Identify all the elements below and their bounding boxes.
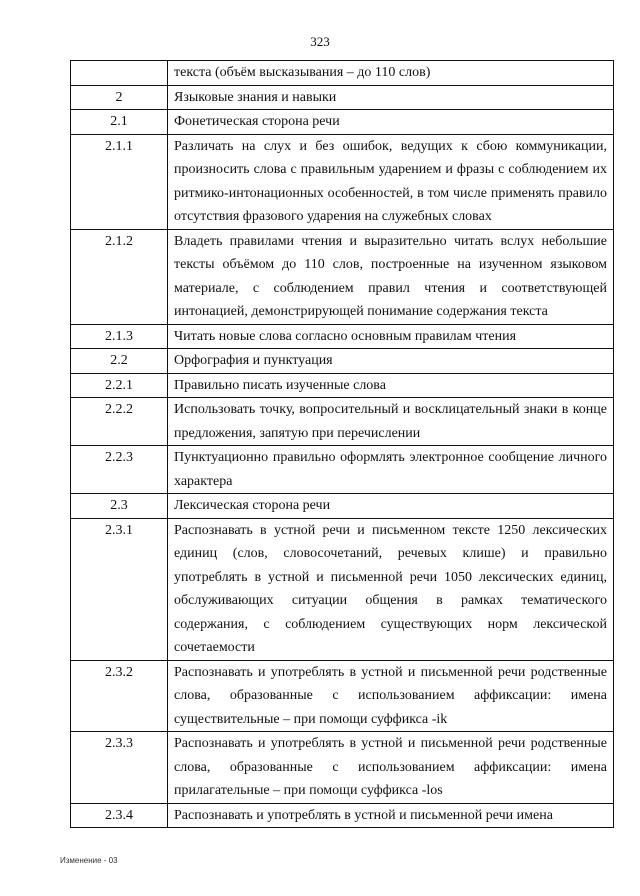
section-number: 2.3.1 xyxy=(71,518,168,660)
requirement-text: Пунктуационно правильно оформлять электронное сообщение личного характера xyxy=(168,446,614,494)
section-number: 2.1.1 xyxy=(71,134,168,229)
table-row xyxy=(71,398,614,446)
table-row xyxy=(71,110,614,135)
requirement-text: Правильно писать изученные слова xyxy=(168,373,614,398)
section-number: 2.2.1 xyxy=(71,373,168,398)
table-row xyxy=(71,373,614,398)
section-number: 2.3 xyxy=(71,494,168,519)
table-row xyxy=(71,324,614,349)
table-row xyxy=(71,134,614,229)
section-number: 2.2.3 xyxy=(71,446,168,494)
requirement-text: Читать новые слова согласно основным правилам чтения xyxy=(168,324,614,349)
revision-footer: Изменение - 03 xyxy=(60,856,118,865)
table-row xyxy=(71,518,614,660)
table-row xyxy=(71,660,614,732)
section-number: 2.3.4 xyxy=(71,803,168,828)
requirement-text: Орфография и пунктуация xyxy=(168,349,614,374)
table-row xyxy=(71,349,614,374)
requirements-table-body xyxy=(71,61,614,828)
requirement-text: Фонетическая сторона речи xyxy=(168,110,614,135)
table-row xyxy=(71,229,614,324)
table-row xyxy=(71,85,614,110)
table-row xyxy=(71,61,614,86)
requirement-text: текста (объём высказывания – до 110 слов) xyxy=(168,61,614,86)
table-row xyxy=(71,446,614,494)
requirement-text: Использовать точку, вопросительный и восклицательный знаки в конце предложения, запятую при перечислении xyxy=(168,398,614,446)
table-row xyxy=(71,732,614,804)
requirement-text: Распознавать в устной речи и письменном тексте 1250 лексических единиц (слов, словосочетаний, речевых клише) и правильно употреблять в устной и письменной речи 1050 лексических единиц, обслуживающих ситуации общения в рамках тематического содержания, с соблюдением существующих норм лексической сочетаемости xyxy=(168,518,614,660)
requirement-text: Владеть правилами чтения и выразительно читать вслух небольшие тексты объёмом до 110 слов, построенные на изученном языковом материале, с соблюдением правил чтения и соответствующей интонацией, демонстрирующей понимание содержания текста xyxy=(168,229,614,324)
table-row xyxy=(71,803,614,828)
requirement-text: Распознавать и употреблять в устной и письменной речи родственные слова, образованные с использованием аффиксации: имена прилагательные – при помощи суффикса -los xyxy=(168,732,614,804)
section-number: 2 xyxy=(71,85,168,110)
section-number: 2.2 xyxy=(71,349,168,374)
section-number: 2.3.3 xyxy=(71,732,168,804)
section-number: 2.1.3 xyxy=(71,324,168,349)
section-number: 2.2.2 xyxy=(71,398,168,446)
requirements-table xyxy=(70,60,614,828)
section-number: 2.1.2 xyxy=(71,229,168,324)
requirement-text: Распознавать и употреблять в устной и письменной речи имена xyxy=(168,803,614,828)
table-row xyxy=(71,494,614,519)
page-number: 323 xyxy=(310,34,330,49)
section-number xyxy=(71,61,168,86)
requirement-text: Лексическая сторона речи xyxy=(168,494,614,519)
requirement-text: Языковые знания и навыки xyxy=(168,85,614,110)
requirement-text: Распознавать и употреблять в устной и письменной речи родственные слова, образованные с использованием аффиксации: имена существительные – при помощи суффикса -ik xyxy=(168,660,614,732)
section-number: 2.3.2 xyxy=(71,660,168,732)
requirement-text: Различать на слух и без ошибок, ведущих к сбою коммуникации, произносить слова с правильным ударением и фразы с соблюдением их ритмико-интонационных особенностей, в том числе применять правило отсутствия фразового ударения на служебных словах xyxy=(168,134,614,229)
section-number: 2.1 xyxy=(71,110,168,135)
